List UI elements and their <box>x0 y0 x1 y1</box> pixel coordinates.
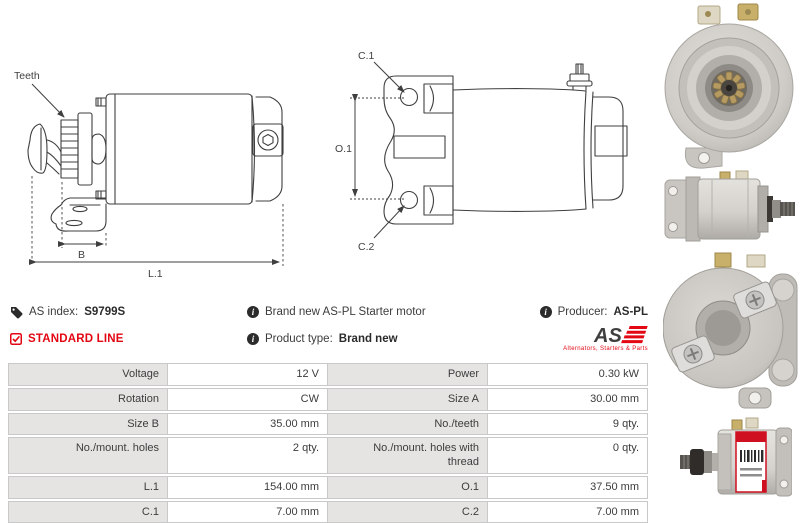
product-type-label: Product type: <box>265 333 333 345</box>
product-photo-side-view <box>664 170 796 246</box>
spec-value: 9 qty. <box>488 413 648 436</box>
spec-label: L.1 <box>8 476 168 499</box>
info-icon: i <box>247 333 259 345</box>
svg-text:AS: AS <box>594 325 622 345</box>
info-column-producer <box>448 305 648 352</box>
dim-c1-label: C.1 <box>358 50 375 62</box>
spec-label: Size A <box>328 388 488 411</box>
spec-label: Size B <box>8 413 168 436</box>
standard-line-label: STANDARD LINE <box>28 333 124 345</box>
spec-label: No./teeth <box>328 413 488 436</box>
spec-value: 0.30 kW <box>488 363 648 386</box>
spec-value: 30.00 mm <box>488 388 648 411</box>
table-row <box>8 388 648 411</box>
technical-drawing-flange-view <box>330 0 660 300</box>
table-row <box>8 437 648 474</box>
spec-value: 2 qty. <box>168 437 328 474</box>
spec-value: 35.00 mm <box>168 413 328 436</box>
product-photo-rear-view <box>663 252 799 410</box>
spec-label: C.1 <box>8 501 168 523</box>
teeth-label: Teeth <box>14 70 40 82</box>
spec-label: No./mount. holes with thread <box>328 437 488 474</box>
product-photo-front-view <box>662 2 796 170</box>
dim-l1-label: L.1 <box>148 268 163 280</box>
as-pl-logo-tagline: Alternators, Starters & Parts <box>563 346 648 352</box>
spec-value: 7.00 mm <box>168 501 328 523</box>
info-icon: i <box>540 306 552 318</box>
spec-value: 12 V <box>168 363 328 386</box>
checked-checkbox-icon <box>10 333 22 345</box>
table-row <box>8 413 648 436</box>
info-icon: i <box>247 306 259 318</box>
producer-label: Producer: <box>557 306 608 318</box>
spec-label: No./mount. holes <box>8 437 168 474</box>
producer-value: AS-PL <box>613 306 648 318</box>
as-index-line <box>10 305 240 319</box>
dim-o1-label: O.1 <box>335 143 352 155</box>
dim-c2-label: C.2 <box>358 241 375 253</box>
spec-label: Rotation <box>8 388 168 411</box>
as-index-value: S9799S <box>84 306 126 318</box>
as-pl-logo <box>563 325 648 352</box>
producer-line <box>540 305 648 319</box>
spec-table <box>8 361 648 523</box>
product-description: Brand new AS-PL Starter motor <box>265 306 426 318</box>
table-row <box>8 476 648 499</box>
spec-label: O.1 <box>328 476 488 499</box>
spec-label: C.2 <box>328 501 488 523</box>
dim-b-label: B <box>78 249 86 261</box>
table-row <box>8 363 648 386</box>
technical-drawing-side-view <box>0 0 330 300</box>
spec-value: 7.00 mm <box>488 501 648 523</box>
standard-line-badge <box>10 332 240 346</box>
spec-label: Voltage <box>8 363 168 386</box>
table-row <box>8 501 648 523</box>
spec-label: Power <box>328 363 488 386</box>
as-pl-logo-mark <box>586 325 648 345</box>
spec-value: CW <box>168 388 328 411</box>
as-index-label: AS index: <box>29 306 79 318</box>
tag-icon <box>10 306 23 319</box>
spec-value: 0 qty. <box>488 437 648 474</box>
spec-value: 154.00 mm <box>168 476 328 499</box>
product-photo-side-view-labeled <box>680 414 792 512</box>
product-type-value: Brand new <box>338 333 398 345</box>
spec-value: 37.50 mm <box>488 476 648 499</box>
info-column-left <box>10 305 240 346</box>
